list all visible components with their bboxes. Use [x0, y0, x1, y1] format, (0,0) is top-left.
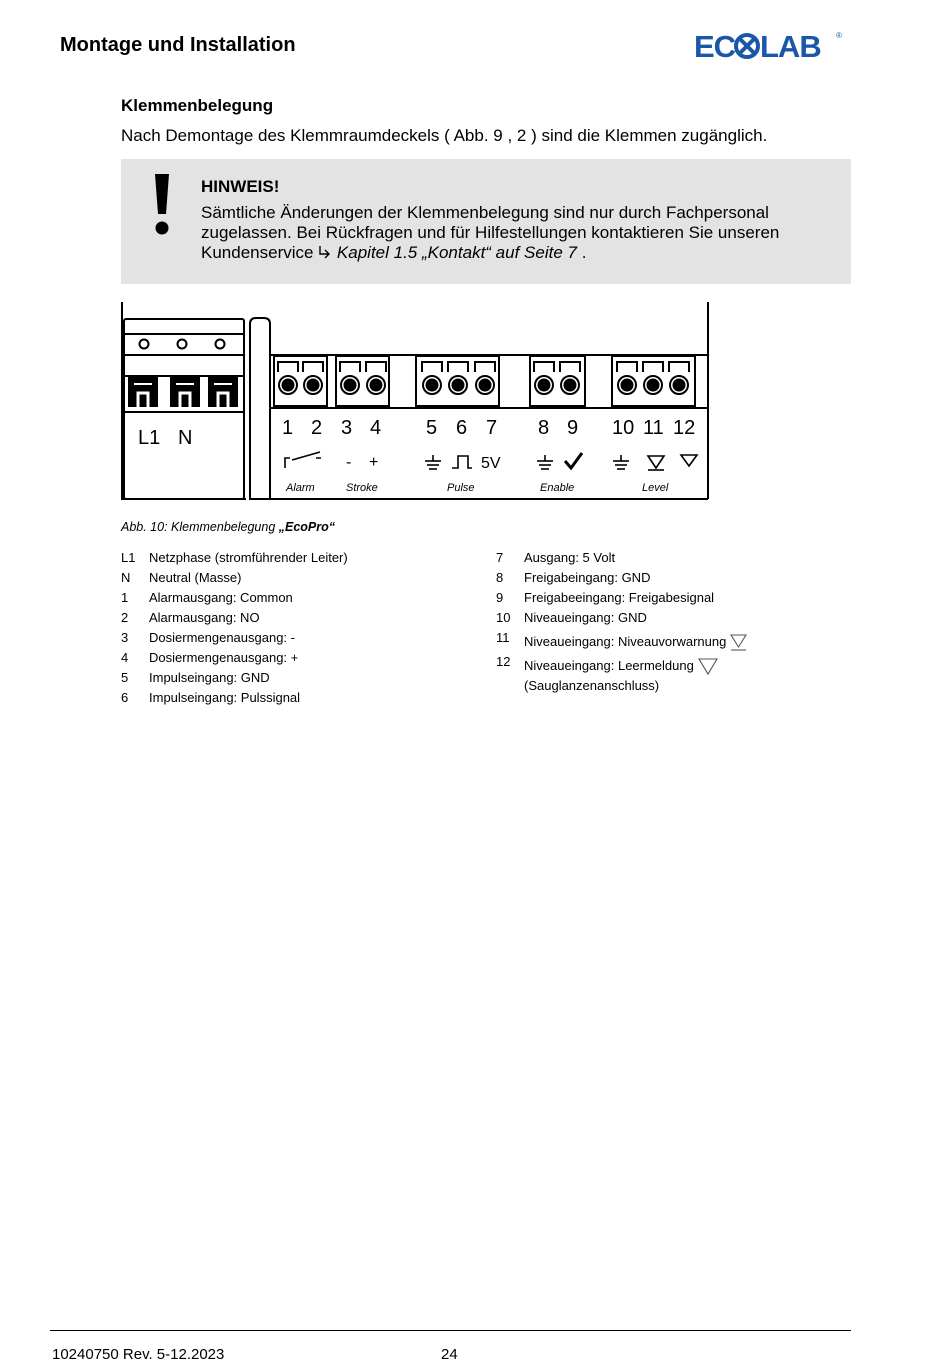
legend-text: Niveaueingang: Niveauvorwarnung [524, 634, 727, 649]
section-heading: Klemmenbelegung [121, 96, 274, 115]
legend-key: N [121, 570, 131, 585]
legend-text: Alarmausgang: Common [149, 590, 293, 605]
legend-key: 4 [121, 650, 129, 665]
legend-text-continued: (Sauglanzenanschluss) [524, 678, 660, 693]
terminal-number-8: 8 [538, 417, 550, 439]
legend-key: 9 [496, 590, 504, 605]
terminal-screw-head [622, 380, 633, 391]
group-label-level: Level [642, 482, 669, 494]
level-empty-icon-diagram [681, 455, 697, 466]
legend-row [121, 608, 348, 628]
legend-key: 3 [121, 630, 129, 645]
level-empty-icon [698, 658, 718, 676]
legend-text: Freigabeeingang: Freigabesignal [524, 590, 715, 605]
legend-key: 11 [496, 630, 510, 645]
terminal-clip [278, 362, 298, 372]
legend-text: Dosiermengenausgang: + [149, 650, 299, 665]
legend-text: Neutral (Masse) [149, 570, 242, 585]
legend-row [496, 568, 748, 588]
terminal-screw-head [565, 380, 576, 391]
terminal-number-12: 12 [673, 417, 696, 439]
legend-text: Ausgang: 5 Volt [524, 550, 616, 565]
caption-prefix: Abb. 10: Klemmenbelegung [121, 520, 279, 534]
legend-text: Niveaueingang: Leermeldung [524, 658, 694, 673]
legend-row [496, 548, 748, 568]
legend-text: Impulseingang: GND [149, 670, 270, 685]
ground-icon-8 [537, 455, 553, 469]
pulse-icon [452, 456, 472, 468]
legend-key: L1 [121, 550, 136, 565]
terminal-clip [448, 362, 468, 372]
cross-reference-arrow-icon [318, 245, 332, 260]
cross-reference-link[interactable]: Kapitel 1.5 „Kontakt“ auf Seite 7 [336, 243, 577, 262]
legend-text: Impulseingang: Pulssignal [149, 690, 301, 705]
legend-key-blank [496, 676, 524, 696]
figure-caption [121, 520, 335, 534]
terminal-screw-head [427, 380, 438, 391]
terminal-number-3: 3 [341, 417, 353, 439]
ground-icon-5 [425, 455, 441, 469]
stroke-plus-symbol: + [369, 454, 379, 471]
legend-key: 12 [496, 654, 511, 669]
terminal-clip [340, 362, 360, 372]
terminal-clip [669, 362, 689, 372]
terminal-screw-head [283, 380, 294, 391]
legend-row [496, 628, 748, 652]
note-title: HINWEIS! [201, 177, 280, 196]
terminal-clip [303, 362, 323, 372]
legend-row [121, 568, 348, 588]
pulse-5v-symbol: 5V [481, 455, 501, 472]
terminal-screw-head [371, 380, 382, 391]
page-number: 24 [441, 1346, 458, 1363]
terminal-number-9: 9 [567, 417, 579, 439]
level-warning-icon [730, 634, 748, 652]
note-body: Sämtliche Änderungen der Klemmenbelegung sind nur durch Fachpersonal zugelassen. Bei Rückfragen und für Hilfestellungen kontaktieren Sie unseren Kundenservice [201, 203, 780, 262]
legend-key: 7 [496, 550, 504, 565]
stroke-minus-symbol: - [346, 454, 352, 471]
legend-key: 5 [121, 670, 129, 685]
footer-rule [50, 1330, 851, 1331]
terminal-number-6: 6 [456, 417, 468, 439]
group-label-stroke: Stroke [346, 482, 378, 494]
legend-key: 6 [121, 690, 129, 705]
legend-text: Dosiermengenausgang: - [149, 630, 295, 645]
terminal-number-7: 7 [486, 417, 498, 439]
legend-row [496, 652, 748, 676]
terminal-clip [643, 362, 663, 372]
terminal-number-4: 4 [370, 417, 382, 439]
legend-row [121, 688, 348, 708]
terminal-screw-head [345, 380, 356, 391]
legend-row [121, 628, 348, 648]
alarm-contact-icon [285, 452, 321, 468]
svg-text:EC: EC [694, 29, 736, 62]
terminal-clip [617, 362, 637, 372]
document-number: 10240750 Rev. 5-12.2023 [52, 1346, 225, 1363]
terminal-clip [475, 362, 495, 372]
legend-key: 2 [121, 610, 129, 625]
terminal-clip [534, 362, 554, 372]
page-title: Montage und Installation [60, 34, 296, 56]
note-text [201, 203, 841, 263]
legend-row [121, 588, 348, 608]
diagram-label-n: N [178, 427, 193, 449]
exclamation-icon [150, 172, 174, 236]
group-label-enable: Enable [540, 482, 575, 494]
group-label-pulse: Pulse [447, 482, 475, 494]
terminal-diagram [120, 300, 712, 505]
svg-text:LAB: LAB [760, 29, 821, 62]
legend-row [121, 668, 348, 688]
diagram-label-l1: L1 [138, 427, 161, 449]
terminal-number-5: 5 [426, 417, 438, 439]
legend-text: Alarmausgang: NO [149, 610, 260, 625]
note-end: . [576, 243, 587, 262]
terminal-screw-head [308, 380, 319, 391]
legend-key: 1 [121, 590, 129, 605]
terminal-number-10: 10 [612, 417, 635, 439]
ground-icon-10 [613, 455, 629, 469]
terminal-number-2: 2 [311, 417, 323, 439]
terminal-number-1: 1 [282, 417, 294, 439]
terminal-screw-head [480, 380, 491, 391]
legend-text: Netzphase (stromführender Leiter) [149, 550, 348, 565]
intro-text: Nach Demontage des Klemmraumdeckels ( Abb. 9 , 2 ) sind die Klemmen zugänglich. [121, 126, 768, 145]
terminal-screw-head [539, 380, 550, 391]
legend-text: Freigabeingang: GND [524, 570, 651, 585]
group-label-alarm: Alarm [286, 482, 315, 494]
legend-key: 8 [496, 570, 504, 585]
terminal-clip [422, 362, 442, 372]
svg-text:®: ® [836, 31, 842, 40]
legend-row [121, 548, 348, 568]
terminal-clip [560, 362, 580, 372]
terminal-number-11: 11 [643, 417, 664, 439]
legend-text: Niveaueingang: GND [524, 610, 647, 625]
terminal-clip [366, 362, 386, 372]
legend-row [496, 588, 748, 608]
terminal-screw-head [453, 380, 464, 391]
legend-right [496, 548, 748, 696]
legend-left [121, 548, 348, 708]
caption-emphasis: „EcoPro“ [278, 520, 336, 534]
legend-row [496, 608, 748, 628]
terminal-screw-head [674, 380, 685, 391]
terminal-screw-head [648, 380, 659, 391]
ecolab-logo [694, 28, 844, 62]
checkmark-icon [565, 453, 582, 468]
legend-row [496, 676, 748, 696]
legend-key: 10 [496, 610, 511, 625]
legend-row [121, 648, 348, 668]
level-warning-icon-diagram [648, 456, 664, 470]
